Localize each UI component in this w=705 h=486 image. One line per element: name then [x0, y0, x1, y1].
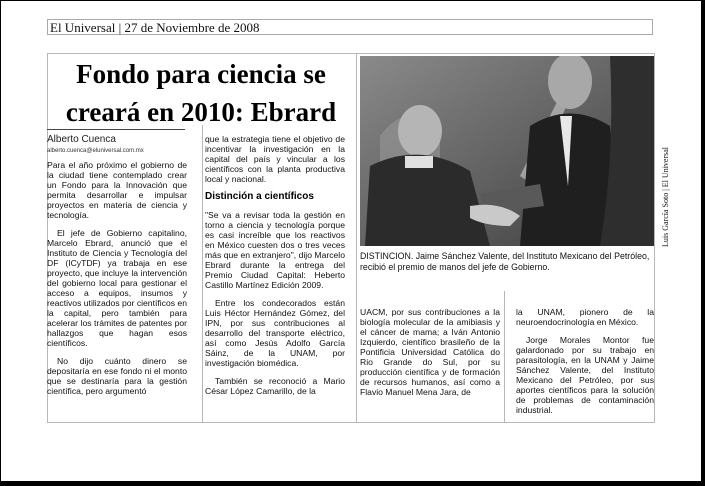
- article-column-2: [205, 134, 345, 404]
- byline-author: Alberto Cuenca: [47, 134, 116, 145]
- paragraph: El jefe de Gobierno capitalino, Marcelo Ebrard, anunció que el Instituto de Ciencia y Tecnología del DF (ICyTDF) ya trabaja en ese proyecto, que incluye la intervención del gobierno local para gestionar el acceso a equipos, insumos y reactivos utilizados por científicos en la capital, pero también para acelerar los trámites de patentes por hallazgos que hagan esos científicos.: [47, 228, 187, 348]
- paragraph: que la estrategia tiene el objetivo de incentivar la investigación en la capital del país y vincular a los científicos con la planta productiva local y nacional.: [205, 134, 345, 184]
- news-photo: [360, 56, 654, 246]
- paragraph: Entre los condecorados están Luis Héctor Hernández Gómez, del IPN, por sus contribuciones al desarrollo del transporte eléctrico, así como Jesús Adolfo García Sáinz, de la UNAM, por investigación biomédica.: [205, 298, 345, 368]
- photo-illustration: [360, 56, 654, 246]
- byline-rule: [47, 129, 185, 130]
- photo-caption: DISTINCION. Jaime Sánchez Valente, del Instituto Mexicano del Petróleo, recibió el premio de manos del jefe de Gobierno.: [360, 251, 650, 272]
- paragraph: No dijo cuánto dinero se depositaría en ese fondo ni el monto que se destinaría para la gestión científica, pero argumentó: [47, 356, 187, 396]
- masthead: El Universal | 27 de Noviembre de 2008: [47, 19, 653, 35]
- article-column-3: [360, 307, 500, 405]
- paragraph: Para el año próximo el gobierno de la ciudad tiene contemplado crear un Fondo para la Innovación que permita desarrollar e impulsar proyectos en materia de ciencia y tecnología.: [47, 160, 187, 220]
- article-column-4: [516, 307, 654, 423]
- article-column-1: [47, 160, 187, 404]
- subheading: Distinción a científicos: [205, 191, 314, 202]
- photo-credit: Luis García Soto | El Universal: [661, 146, 670, 247]
- paragraph: También se reconoció a Mario César López Camarillo, de la: [205, 376, 345, 396]
- headline: Fondo para ciencia se creará en 2010: Ebrard: [65, 59, 337, 127]
- byline-email: alberto.cuenca@eluniversal.com.mx: [47, 148, 144, 154]
- paragraph: UACM, por sus contribuciones a la biología molecular de la amibiasis y el cáncer de mama; a Iván Antonio Izquierdo, científico brasileño de la Pontificia Universidad Católica do Rio Grande do Sul, por su producción científica y de formación de recursos humanos, así como a Flavio Manuel Mena Jara, de: [360, 307, 500, 397]
- paragraph: Jorge Morales Montor fue galardonado por su trabajo en parasitología, en la UNAM y Jaime Sánchez Valente, del Instituto Mexicano del Petróleo, por sus aportes científicos para la solución de problemas de contaminación industrial.: [516, 335, 654, 415]
- paragraph: "Se va a revisar toda la gestión en torno a ciencia y tecnología porque es casi increíble que los reactivos en México cuesten dos o tres veces más que en extranjero", dijo Marcelo Ebrard durante la entrega del Premio Ciudad Capital: Heberto Castillo Martínez Edición 2009.: [205, 210, 345, 290]
- paragraph: la UNAM, pionero de la neuroendocrinología en México.: [516, 307, 654, 327]
